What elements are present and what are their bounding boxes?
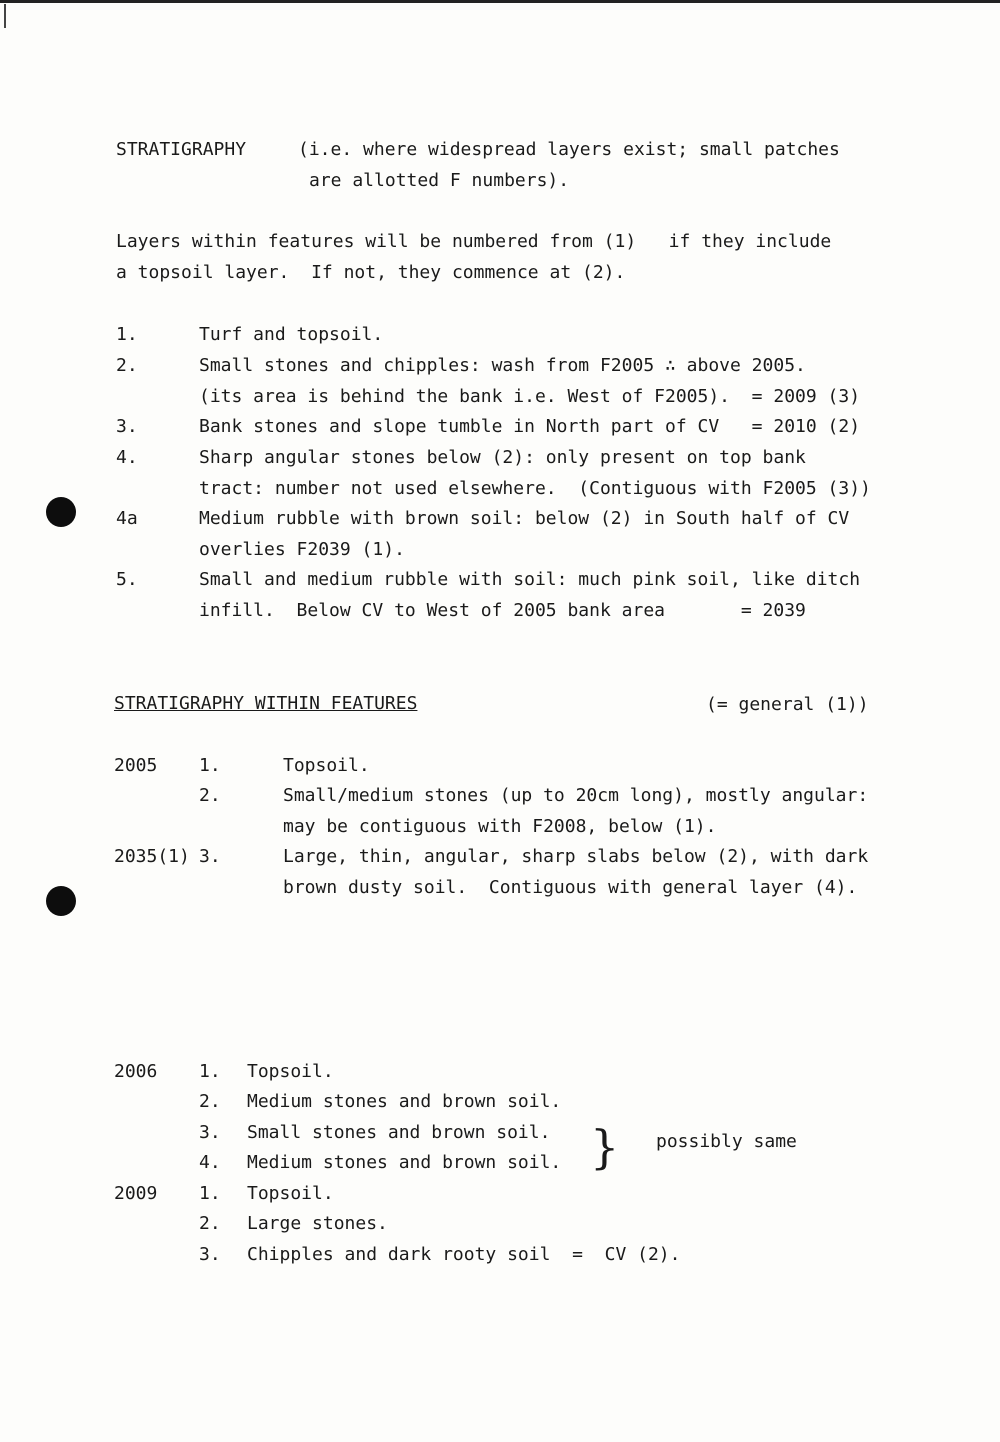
layer-description: (its area is behind the bank i.e. West of F2005). = 2009 (3) (199, 386, 861, 407)
feature-layer-description: Small/medium stones (up to 20cm long), mostly angular: (283, 785, 869, 806)
features-note: (= general (1)) (706, 694, 869, 715)
layer-number: 1. (116, 324, 138, 345)
intro-line2: a topsoil layer. If not, they commence at (2). (116, 262, 626, 283)
stratigraphy-note-line2: are allotted F numbers). (309, 170, 570, 191)
feature-label-2009: 2009 (114, 1183, 158, 1204)
feature-layer-number: 1. (199, 1061, 221, 1082)
feature-layer-number: 3. (199, 846, 221, 867)
feature-layer-number: 3. (199, 1244, 221, 1265)
layer-description: Small stones and chipples: wash from F2005 ∴ above 2005. (199, 355, 806, 376)
layer-number: 2. (116, 355, 138, 376)
feature-layer-number: 1. (199, 1183, 221, 1204)
feature-layer-description: Topsoil. (247, 1061, 334, 1082)
stratigraphy-note-line1: (i.e. where widespread layers exist; small patches (298, 139, 840, 160)
feature-layer-description: Large, thin, angular, sharp slabs below (2), with dark (283, 846, 869, 867)
layer-description: tract: number not used elsewhere. (Contiguous with F2005 (3)) (199, 478, 871, 499)
feature-label-2035: 2035(1) (114, 846, 190, 867)
feature-layer-description: Topsoil. (247, 1183, 334, 1204)
feature-layer-description: Chipples and dark rooty soil = CV (2). (247, 1244, 681, 1265)
feature-layer-number: 2. (199, 1091, 221, 1112)
layer-number: 4. (116, 447, 138, 468)
layer-number: 4a (116, 508, 138, 529)
feature-layer-number: 2. (199, 1213, 221, 1234)
feature-layer-number: 1. (199, 755, 221, 776)
feature-layer-description: Medium stones and brown soil. (247, 1091, 562, 1112)
feature-layer-description: Topsoil. (283, 755, 370, 776)
feature-label-2006: 2006 (114, 1061, 158, 1082)
feature-layer-number: 2. (199, 785, 221, 806)
layer-number: 3. (116, 416, 138, 437)
margin-pen-mark (4, 4, 6, 28)
top-edge-rule (0, 0, 1000, 3)
punch-hole-top (46, 497, 76, 527)
brace-note: possibly same (656, 1131, 797, 1152)
feature-layer-number: 4. (199, 1152, 221, 1173)
stratigraphy-heading: STRATIGRAPHY (116, 139, 247, 160)
intro-line1: Layers within features will be numbered from (1) if they include (116, 231, 832, 252)
feature-layer-number: 3. (199, 1122, 221, 1143)
layer-description: infill. Below CV to West of 2005 bank area = 2039 (199, 600, 806, 621)
layer-description: Turf and topsoil. (199, 324, 384, 345)
feature-layer-description: Small stones and brown soil. (247, 1122, 551, 1143)
punch-hole-bottom (46, 886, 76, 916)
feature-layer-description: may be contiguous with F2008, below (1). (283, 816, 717, 837)
feature-layer-description: Medium stones and brown soil. (247, 1152, 562, 1173)
layer-description: Small and medium rubble with soil: much pink soil, like ditch (199, 569, 861, 590)
feature-label-2005: 2005 (114, 755, 158, 776)
feature-layer-description: brown dusty soil. Contiguous with general layer (4). (283, 877, 858, 898)
layer-description: overlies F2039 (1). (199, 539, 405, 560)
layer-description: Sharp angular stones below (2): only present on top bank (199, 447, 806, 468)
feature-layer-description: Large stones. (247, 1213, 388, 1234)
features-heading: STRATIGRAPHY WITHIN FEATURES (114, 693, 418, 714)
layer-description: Medium rubble with brown soil: below (2) in South half of CV (199, 508, 850, 529)
layer-description: Bank stones and slope tumble in North part of CV = 2010 (2) (199, 416, 861, 437)
layer-number: 5. (116, 569, 138, 590)
curly-brace-icon: } (590, 1120, 620, 1174)
